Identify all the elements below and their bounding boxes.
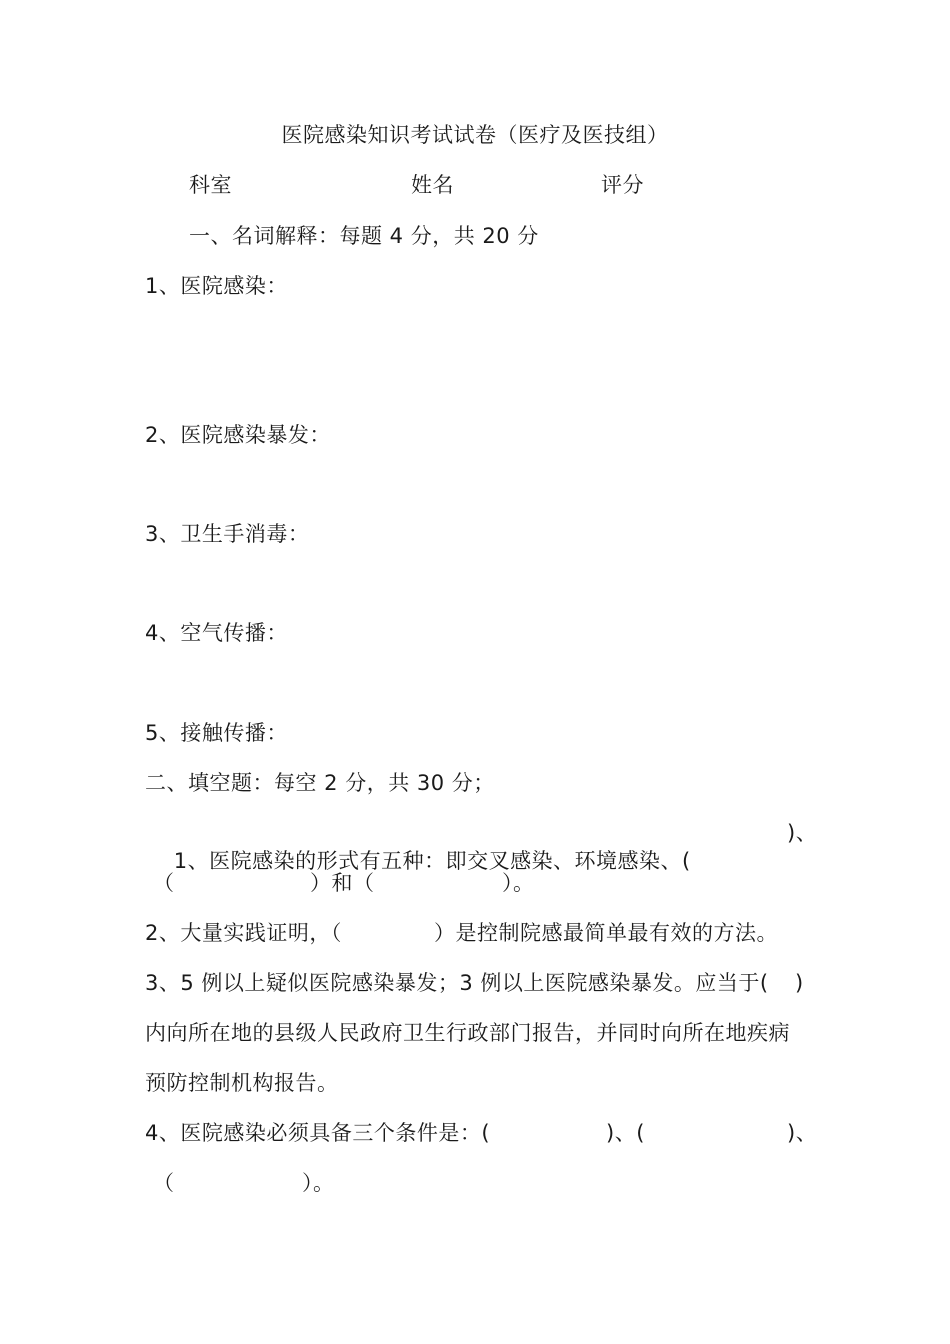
term-item-5: 5、接触传播： (145, 721, 288, 745)
fill-q2-text-a: 2、大量实践证明，（ (145, 921, 342, 945)
fill-q1-and: ）和（ (310, 871, 375, 895)
fill-q1-line1 (145, 819, 691, 903)
fill-q3-line1: 3、5 例以上疑似医院感染暴发；3 例以上医院感染暴发。应当于( (145, 971, 769, 995)
fill-q3-line2: 内向所在地的县级人民政府卫生行政部门报告，并同时向所在地疾病 (145, 1021, 790, 1045)
fill-q1-close-c: ）。 (502, 871, 535, 895)
fill-q4-line1: 4、医院感染必须具备三个条件是：( (145, 1121, 491, 1145)
dept-label: 科室 (189, 173, 232, 197)
fill-q4-open-c: （ (153, 1171, 175, 1195)
fill-q4-close-c: ）。 (302, 1171, 335, 1195)
term-item-3: 3、卫生手消毒： (145, 522, 310, 546)
fill-q4-mid: )、( (606, 1121, 645, 1145)
section1-heading: 一、名词解释：每题 4 分，共 20 分 (189, 224, 539, 248)
fill-q1-text-a: 1、医院感染的形式有五种：即交叉感染、环境感染、( (173, 849, 691, 873)
fill-q3-line3: 预防控制机构报告。 (145, 1071, 339, 1095)
score-label: 评分 (601, 173, 644, 197)
term-item-2: 2、医院感染暴发： (145, 423, 331, 447)
page-title: 医院感染知识考试试卷（医疗及医技组） (281, 123, 669, 147)
fill-q1-open-b: （ (153, 871, 175, 895)
fill-q2-text-b: ）是控制院感最简单最有效的方法。 (434, 921, 778, 945)
fill-q4-close: )、 (787, 1121, 818, 1145)
term-item-4: 4、空气传播： (145, 621, 288, 645)
name-label: 姓名 (411, 173, 454, 197)
fill-q3-close: ) (795, 971, 804, 995)
fill-q1-close-a: )、 (787, 821, 818, 845)
term-item-1: 1、医院感染： (145, 274, 288, 298)
section2-heading: 二、填空题：每空 2 分，共 30 分； (145, 771, 495, 795)
